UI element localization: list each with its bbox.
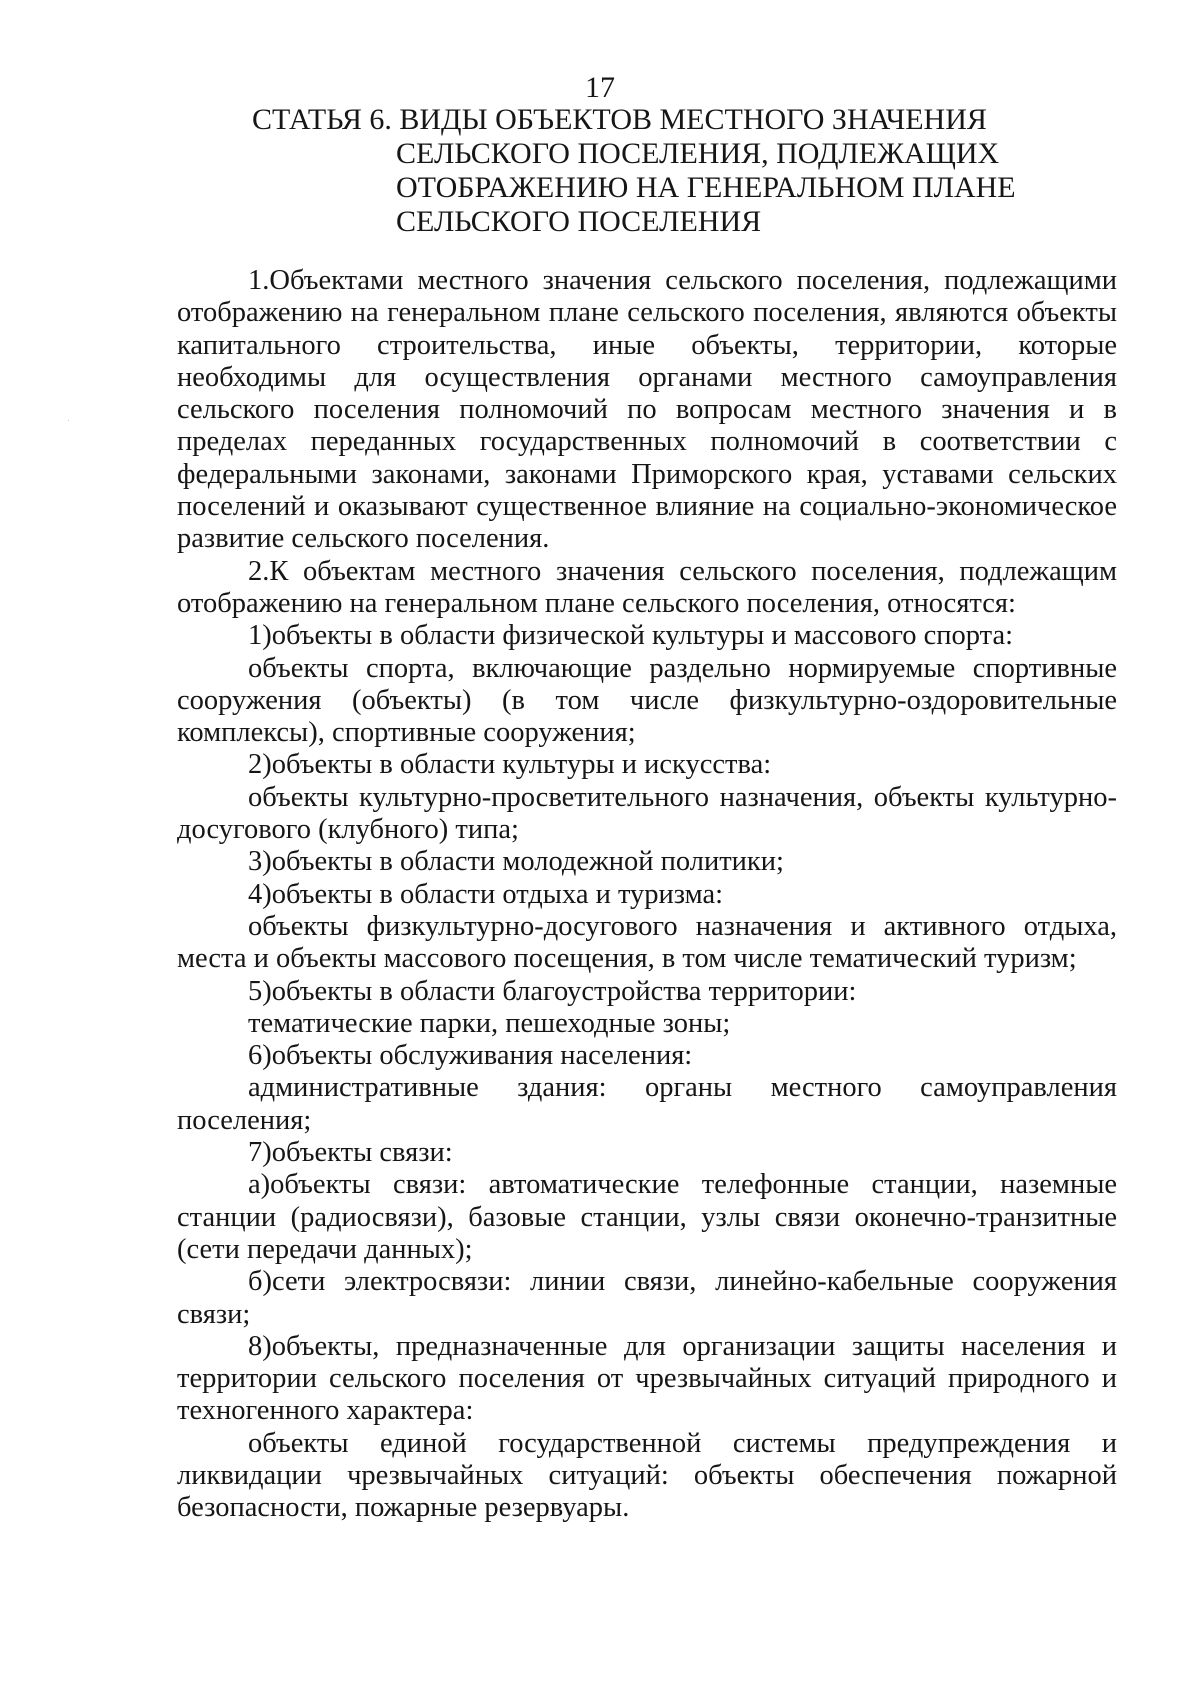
list-item-emergency-protection: 8)объекты, предназначенные для организации защиты населения и территории сельского поселения от чрезвычайных ситуаций природного и техногенного характера: — [177, 1330, 1117, 1427]
heading-line-1: СТАТЬЯ 6. ВИДЫ ОБЪЕКТОВ МЕСТНОГО ЗНАЧЕНИЯ — [252, 103, 987, 136]
list-item-youth-policy: 3)объекты в области молодежной политики; — [248, 846, 784, 878]
list-item-communications-a: а)объекты связи: автоматические телефонные станции, наземные станции (радиосвязи), базовые станции, узлы связи оконечно-транзитные (сети передачи данных); — [177, 1169, 1117, 1265]
list-item-public-services-details: административные здания: органы местного самоуправления поселения; — [177, 1072, 1117, 1136]
list-item-recreation: 4)объекты в области отдыха и туризма: — [248, 878, 724, 910]
list-item-culture-details: объекты культурно-просветительного назначения, объекты культурно-досугового (клубного) типа; — [177, 781, 1117, 846]
list-item-sport-details: объекты спорта, включающие раздельно нормируемые спортивные сооружения (объекты) (в том числе физкультурно-оздоровительные комплексы), спортивные сооружения; — [177, 652, 1117, 749]
list-item-sport: 1)объекты в области физической культуры и массового спорта: — [248, 620, 1014, 652]
list-item-landscaping: 5)объекты в области благоустройства территории: — [248, 975, 857, 1007]
list-item-landscaping-details: тематические парки, пешеходные зоны; — [248, 1007, 731, 1039]
heading-line-3: ОТОБРАЖЕНИЮ НА ГЕНЕРАЛЬНОМ ПЛАНЕ — [396, 171, 1016, 204]
article-heading — [252, 103, 1016, 239]
heading-line-4: СЕЛЬСКОГО ПОСЕЛЕНИЯ — [396, 205, 762, 238]
list-item-emergency-protection-details: объекты единой государственной системы предупреждения и ликвидации чрезвычайных ситуаций: объекты обеспечения пожарной безопасности, пожарные резервуары. — [177, 1427, 1117, 1524]
heading-line-2: СЕЛЬСКОГО ПОСЕЛЕНИЯ, ПОДЛЕЖАЩИХ — [396, 137, 1000, 170]
list-item-public-services: 6)объекты обслуживания населения: — [248, 1040, 693, 1072]
page-number: 17 — [585, 71, 615, 104]
paragraph-objects-definition: 1.Объектами местного значения сельского поселения, подлежащими отображению на генеральном плане сельского поселения, являются объекты капитального строительства, иные объекты, территории, которые необходимы для осуществления органами местного самоуправления сельского поселения полномочий по вопросам местного значения и в пределах переданных государственных полномочий в соответствии с федеральными законами, законами Приморского края, уставами сельских поселений и оказывают существенное влияние на социально-экономическое развитие сельского поселения. — [177, 265, 1117, 555]
article-body — [177, 265, 1117, 1525]
list-item-communications-b: б)сети электросвязи: линии связи, линейно-кабельные сооружения связи; — [177, 1266, 1117, 1330]
list-item-communications: 7)объекты связи: — [248, 1137, 453, 1169]
scan-speck — [68, 420, 69, 421]
list-item-recreation-details: объекты физкультурно-досугового назначения и активного отдыха, места и объекты массового посещения, в том числе тематический туризм; — [177, 910, 1117, 975]
list-item-culture: 2)объекты в области культуры и искусства: — [248, 749, 772, 781]
paragraph-objects-list-intro: 2.К объектам местного значения сельского поселения, подлежащим отображению на генеральном плане сельского поселения, относятся: — [177, 555, 1117, 619]
